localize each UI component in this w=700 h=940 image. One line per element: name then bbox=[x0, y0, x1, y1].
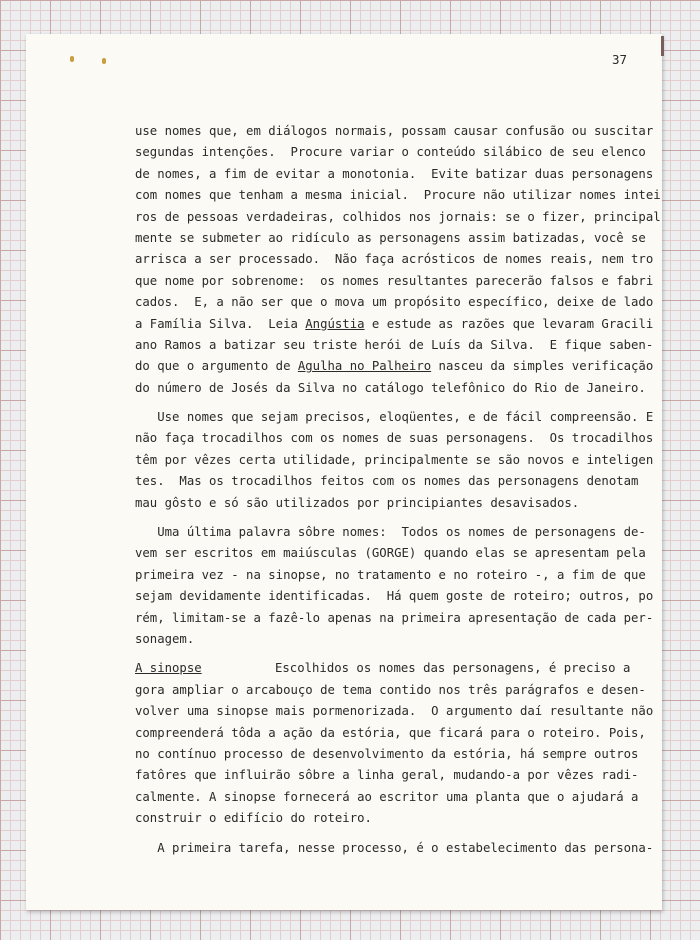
paragraph-3 bbox=[135, 522, 654, 650]
paragraph-5 bbox=[135, 838, 654, 859]
text-line: fatôres que influirão sôbre a linha geral, mudando-a por vêzes radi- bbox=[135, 768, 639, 783]
text-line: têm por vêzes certa utilidade, principalmente se são novos e inteligen bbox=[135, 452, 654, 467]
text-segment: nasceu da simples verificação bbox=[431, 359, 654, 374]
paragraph-4 bbox=[135, 658, 654, 829]
paragraph-1 bbox=[135, 121, 661, 399]
page-number: 37 bbox=[612, 52, 628, 67]
text-line: A primeira tarefa, nesse processo, é o estabelecimento das persona- bbox=[135, 840, 654, 855]
section-heading-sinopse: A sinopse bbox=[135, 661, 202, 676]
edge-mark bbox=[661, 36, 664, 56]
text-line: que nome por sobrenome: os nomes resultantes parecerão falsos e fabri bbox=[135, 273, 654, 288]
film-title-agulha-no-palheiro: Agulha no Palheiro bbox=[297, 359, 432, 374]
text-line: ano Ramos a batizar seu triste herói de Luís da Silva. E fique saben- bbox=[135, 337, 654, 352]
text-segment: e estude as razões que levaram Gracili bbox=[364, 316, 654, 331]
book-title-angustia: Angústia bbox=[305, 316, 365, 331]
text-segment: do que o argumento de bbox=[135, 359, 298, 374]
text-line: tes. Mas os trocadilhos feitos com os nomes das personagens denotam bbox=[135, 474, 639, 489]
text-line: cados. E, a não ser que o mova um propósito específico, deixe de lado bbox=[135, 295, 654, 310]
text-line: ros de pessoas verdadeiras, colhidos nos jornais: se o fizer, principal bbox=[135, 209, 661, 224]
text-line: no contínuo processo de desenvolvimento da estória, há sempre outros bbox=[135, 746, 639, 761]
text-line bbox=[135, 658, 635, 679]
text-line: compreenderá tôda a ação da estória, que ficará para o roteiro. Pois, bbox=[135, 725, 646, 740]
punch-hole bbox=[70, 56, 74, 62]
text-line: construir o edifício do roteiro. bbox=[135, 811, 372, 826]
text-line: não faça trocadilhos com os nomes de suas personagens. Os trocadilhos bbox=[135, 431, 654, 446]
text-line: use nomes que, em diálogos normais, possam causar confusão ou suscitar bbox=[135, 124, 654, 138]
text-line: mau gôsto e só são utilizados por principiantes desavisados. bbox=[135, 495, 580, 510]
text-line: de nomes, a fim de evitar a monotonia. Evite batizar duas personagens bbox=[135, 166, 654, 181]
text-line: sejam devidamente identificadas. Há quem goste de roteiro; outros, po bbox=[135, 589, 654, 604]
text-line: vem ser escritos em maiúsculas (GORGE) quando elas se apresentam pela bbox=[135, 546, 646, 561]
text-line: Uma última palavra sôbre nomes: Todos os nomes de personagens de- bbox=[135, 525, 646, 540]
text-line: do número de Josés da Silva no catálogo telefônico do Rio de Janeiro. bbox=[135, 380, 646, 395]
text-line bbox=[135, 314, 654, 335]
text-line: Use nomes que sejam precisos, eloqüentes, e de fácil compreensão. E bbox=[135, 410, 654, 425]
text-line: primeira vez - na sinopse, no tratamento e no roteiro -, a fim de que bbox=[135, 567, 646, 582]
punch-hole bbox=[102, 58, 106, 64]
text-line: com nomes que tenham a mesma inicial. Procure não utilizar nomes intei bbox=[135, 188, 661, 203]
text-line: arrisca a ser processado. Não faça acrósticos de nomes reais, nem tro bbox=[135, 252, 654, 267]
text-line: volver uma sinopse mais pormenorizada. O argumento daí resultante não bbox=[135, 704, 654, 719]
paragraph-2 bbox=[135, 407, 654, 514]
text-line: mente se submeter ao ridículo as personagens assim batizadas, você se bbox=[135, 230, 646, 245]
text-line: rém, limitam-se a fazê-lo apenas na primeira apresentação de cada per- bbox=[135, 610, 654, 625]
text-line: sonagem. bbox=[135, 631, 195, 646]
text-segment: a Família Silva. Leia bbox=[135, 316, 306, 331]
text-segment: Escolhidos os nomes das personagens, é preciso a bbox=[275, 661, 631, 676]
typed-text-body bbox=[135, 121, 661, 859]
text-line: calmente. A sinopse fornecerá ao escritor uma planta que o ajudará a bbox=[135, 789, 639, 804]
text-line: segundas intenções. Procure variar o conteúdo silábico de seu elenco bbox=[135, 145, 646, 160]
text-line: gora ampliar o arcabouço de tema contido nos três parágrafos e desen- bbox=[135, 682, 646, 697]
text-line bbox=[135, 356, 654, 377]
